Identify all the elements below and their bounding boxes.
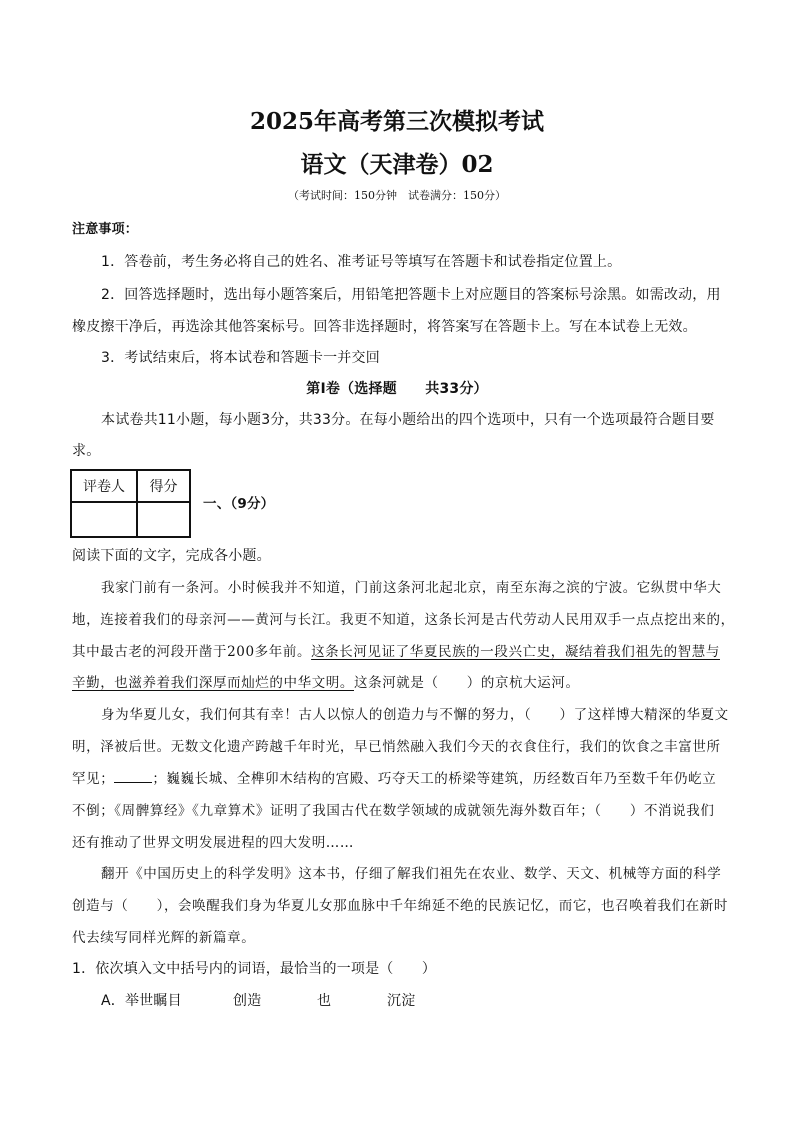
passage-p1-line-4 xyxy=(72,671,580,691)
passage-p2-line-2: 明，泽被后世。无数文化遗产跨越千年时光，早已悄然融入我们今天的衣食住行，我们的饮食之丰富世所 xyxy=(72,739,721,755)
section-intro-line-2: 求。 xyxy=(72,443,101,459)
notice-heading: 注意事项： xyxy=(72,222,139,237)
notice-item-3: 3．考试结束后，将本试卷和答题卡一并交回 xyxy=(101,350,380,366)
passage-p1-line-2: 地，连接着我们的母亲河——黄河与长江。我更不知道，这条长河是古代劳动人民用双手一点点挖出来的， xyxy=(72,612,735,628)
exam-subtitle: 语文（天津卷）02 xyxy=(300,151,494,178)
passage-p2-line-5: 还有推动了世界文明发展进程的四大发明…… xyxy=(72,835,354,851)
passage-p2-line-1: 身为华夏儿女，我们何其有幸！古人以惊人的创造力与不懈的努力，（ ）了这样博大精深的华夏文 xyxy=(101,707,729,723)
passage-p3-line-3: 代去续写同样光辉的新篇章。 xyxy=(72,930,256,946)
notice-item-1: 1．答卷前，考生务必将自己的姓名、准考证号等填写在答题卡和试卷指定位置上。 xyxy=(101,254,622,270)
part-one-instruction: 阅读下面的文字，完成各小题。 xyxy=(72,548,271,564)
section-intro-line-1: 本试卷共11小题，每小题3分，共33分。在每小题给出的四个选项中，只有一个选项最符合题目要 xyxy=(101,412,715,428)
exam-title: 2025年高考第三次模拟考试 xyxy=(249,108,544,135)
passage-p2-line-3 xyxy=(72,767,716,787)
passage-p2-line-3-b: ；巍巍长城、全榫卯木结构的宫殿、巧夺天工的桥梁等建筑，历经数百年乃至数千年仍屹立 xyxy=(152,771,717,787)
exam-info: （考试时间：150分钟 试卷满分：150分） xyxy=(288,189,506,202)
passage-p3-line-2: 创造与（ ），会唤醒我们身为华夏儿女那血脉中千年绵延不绝的民族记忆，而它，也召唤着我们在新时 xyxy=(72,898,728,914)
underlined-sentence-part-1: 这条长河见证了华夏民族的一段兴亡史，凝结着我们祖先的智慧与 xyxy=(311,644,720,660)
score-table xyxy=(70,469,191,538)
notice-item-2-line-2: 橡皮擦干净后，再选涂其他答案标号。回答非选择题时，将答案写在答题卡上。写在本试卷上无效。 xyxy=(72,319,697,335)
passage-p1-line-4-text: 这条河就是（ ）的京杭大运河。 xyxy=(354,675,580,691)
score-cell xyxy=(137,502,190,537)
grader-cell xyxy=(71,502,137,537)
question-1-option-a-word-2: 创造 xyxy=(233,993,262,1009)
grader-label: 评卷人 xyxy=(71,470,137,502)
score-label: 得分 xyxy=(137,470,190,502)
part-one-label: 一、（9分） xyxy=(203,496,275,512)
question-1-option-a-word-4: 沉淀 xyxy=(387,993,416,1009)
notice-item-2-line-1: 2．回答选择题时，选出每小题答案后，用铅笔把答题卡上对应题目的答案标号涂黑。如需改动，用 xyxy=(101,287,721,303)
underlined-sentence-part-2: 辛勤，也滋养着我们深厚而灿烂的中华文明。 xyxy=(72,675,354,691)
question-1-option-a: A．举世瞩目 xyxy=(101,993,182,1009)
passage-p1-line-3 xyxy=(72,640,720,660)
question-1-option-a-word-3: 也 xyxy=(317,993,332,1009)
passage-p3-line-1: 翻开《中国历史上的科学发明》这本书，仔细了解我们祖先在农业、数学、天文、机械等方面的科学 xyxy=(101,866,722,882)
section-heading: 第Ⅰ卷（选择题 共33分） xyxy=(306,381,488,397)
passage-p2-line-3-a: 罕见； xyxy=(72,771,115,787)
passage-p1-line-3-text: 其中最古老的河段开凿于200多年前。 xyxy=(72,644,312,660)
question-1-stem: 1．依次填入文中括号内的词语，最恰当的一项是（ ） xyxy=(72,961,437,977)
passage-p1-line-1: 我家门前有一条河。小时候我并不知道，门前这条河北起北京，南至东海之滨的宁波。它纵贯中华大 xyxy=(101,580,722,596)
passage-p2-line-4: 不倒；《周髀算经》《九章算术》证明了我国古代在数学领域的成就领先海外数百年；（ ）不消说我们 xyxy=(72,803,715,819)
fill-in-blank xyxy=(114,770,152,783)
